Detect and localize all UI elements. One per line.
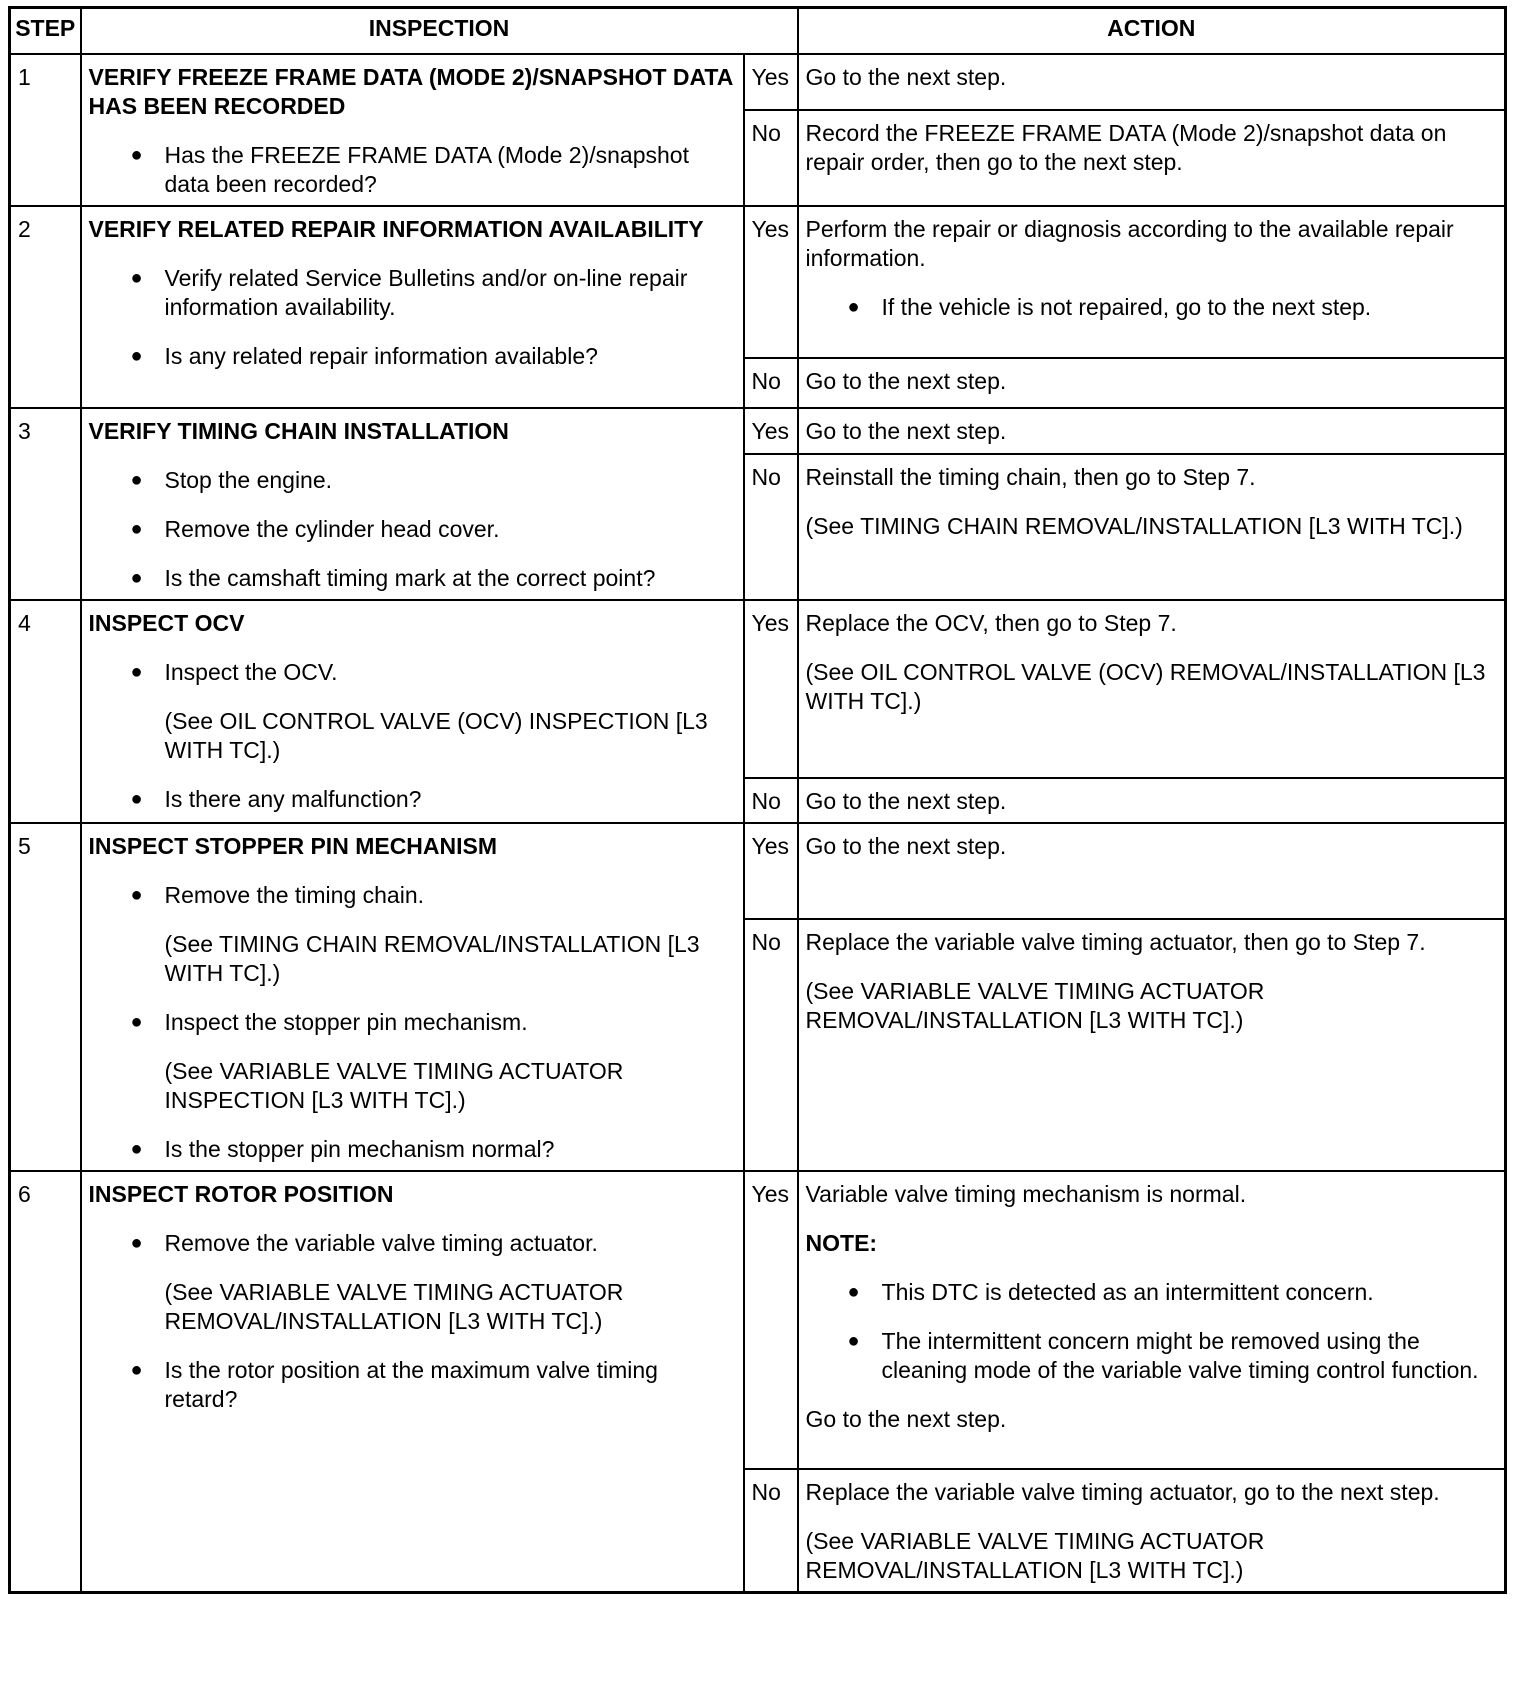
yes-action: Go to the next step. (798, 408, 1506, 454)
yes-label: Yes (744, 408, 798, 454)
inspection-item: ● Verify related Service Bulletins and/or on-line repair information availability. (89, 264, 736, 322)
no-label: No (744, 454, 798, 600)
step-title: INSPECT OCV (88, 610, 245, 636)
step-inspection (81, 206, 744, 408)
inspection-item: ● Stop the engine. (89, 466, 736, 495)
yes-label: Yes (744, 206, 798, 358)
inspection-item: ● Remove the cylinder head cover. (89, 515, 736, 544)
reference-text: (See TIMING CHAIN REMOVAL/INSTALLATION [L3 WITH TC].) (805, 513, 1463, 539)
note-item: ● This DTC is detected as an intermittent concern. (806, 1278, 1498, 1307)
no-action: Go to the next step. (798, 778, 1506, 823)
reference-text: (See VARIABLE VALVE TIMING ACTUATOR REMOVAL/INSTALLATION [L3 WITH TC].) (805, 1528, 1265, 1583)
no-label: No (744, 778, 798, 823)
reference-text: (See VARIABLE VALVE TIMING ACTUATOR INSPECTION [L3 WITH TC].) (164, 1058, 624, 1113)
no-action: Record the FREEZE FRAME DATA (Mode 2)/snapshot data on repair order, then go to the next step. (798, 110, 1506, 206)
reference-text: (See OIL CONTROL VALVE (OCV) REMOVAL/INSTALLATION [L3 WITH TC].) (805, 659, 1486, 714)
step-number: 5 (10, 823, 81, 1171)
reference-text: (See VARIABLE VALVE TIMING ACTUATOR REMOVAL/INSTALLATION [L3 WITH TC].) (164, 1279, 624, 1334)
yes-label: Yes (744, 600, 798, 778)
step-inspection (81, 54, 744, 206)
no-action-text: Reinstall the timing chain, then go to Step 7. (805, 464, 1256, 490)
inspection-item: ● Is there any malfunction? (89, 785, 736, 814)
no-action (798, 454, 1506, 600)
yes-action-end: Go to the next step. (805, 1406, 1007, 1432)
yes-action: Go to the next step. (798, 54, 1506, 110)
no-label: No (744, 358, 798, 408)
step-number: 6 (10, 1171, 81, 1593)
step-inspection (81, 600, 744, 823)
diagnostic-table (8, 6, 1507, 1594)
inspection-item: ● Inspect the stopper pin mechanism. (89, 1008, 736, 1037)
yes-label: Yes (744, 54, 798, 110)
yes-action-text: Perform the repair or diagnosis according to the available repair information. (805, 216, 1454, 271)
yes-action: Go to the next step. (798, 823, 1506, 919)
note-item: ● The intermittent concern might be removed using the cleaning mode of the variable valve timing control function. (806, 1327, 1498, 1385)
no-label: No (744, 919, 798, 1171)
step-6-yes-row (10, 1171, 1506, 1469)
inspection-item: ● Is any related repair information available? (89, 342, 736, 371)
note-label: NOTE: (805, 1230, 878, 1256)
step-title: VERIFY RELATED REPAIR INFORMATION AVAILABILITY (88, 216, 704, 242)
no-action-text: Replace the variable valve timing actuator, go to the next step. (805, 1479, 1440, 1505)
yes-action (798, 1171, 1506, 1469)
no-label: No (744, 1469, 798, 1593)
step-title: VERIFY FREEZE FRAME DATA (MODE 2)/SNAPSHOT DATA HAS BEEN RECORDED (88, 64, 733, 119)
header-step: STEP (10, 8, 81, 55)
step-1-yes-row (10, 54, 1506, 110)
no-action (798, 1469, 1506, 1593)
reference-text: (See TIMING CHAIN REMOVAL/INSTALLATION [L3 WITH TC].) (164, 931, 700, 986)
yes-action (798, 206, 1506, 358)
step-inspection (81, 823, 744, 1171)
header-action: ACTION (798, 8, 1506, 55)
inspection-item: ● Has the FREEZE FRAME DATA (Mode 2)/snapshot data been recorded? (89, 141, 736, 199)
step-inspection (81, 408, 744, 600)
header-inspection: INSPECTION (81, 8, 798, 55)
header-row (10, 8, 1506, 55)
no-action-text: Replace the variable valve timing actuator, then go to Step 7. (805, 929, 1426, 955)
step-number: 1 (10, 54, 81, 206)
step-2-yes-row (10, 206, 1506, 358)
no-action (798, 919, 1506, 1171)
reference-text: (See OIL CONTROL VALVE (OCV) INSPECTION [L3 WITH TC].) (164, 708, 708, 763)
inspection-item: ● Inspect the OCV. (89, 658, 736, 687)
inspection-item: ● Is the stopper pin mechanism normal? (89, 1135, 736, 1164)
inspection-item: ● Remove the variable valve timing actuator. (89, 1229, 736, 1258)
yes-label: Yes (744, 823, 798, 919)
step-3-yes-row (10, 408, 1506, 454)
step-inspection (81, 1171, 744, 1593)
step-title: VERIFY TIMING CHAIN INSTALLATION (88, 418, 509, 444)
yes-action (798, 600, 1506, 778)
yes-label: Yes (744, 1171, 798, 1469)
reference-text: (See VARIABLE VALVE TIMING ACTUATOR REMOVAL/INSTALLATION [L3 WITH TC].) (805, 978, 1265, 1033)
inspection-item: ● Is the rotor position at the maximum valve timing retard? (89, 1356, 736, 1414)
step-number: 4 (10, 600, 81, 823)
no-label: No (744, 110, 798, 206)
no-action: Go to the next step. (798, 358, 1506, 408)
yes-action-text: Replace the OCV, then go to Step 7. (805, 610, 1177, 636)
step-number: 3 (10, 408, 81, 600)
action-item: ● If the vehicle is not repaired, go to the next step. (806, 293, 1498, 322)
inspection-item: ● Remove the timing chain. (89, 881, 736, 910)
yes-action-text: Variable valve timing mechanism is normal. (805, 1181, 1247, 1207)
inspection-item: ● Is the camshaft timing mark at the correct point? (89, 564, 736, 593)
step-number: 2 (10, 206, 81, 408)
step-4-yes-row (10, 600, 1506, 778)
step-title: INSPECT ROTOR POSITION (88, 1181, 394, 1207)
step-5-yes-row (10, 823, 1506, 919)
step-title: INSPECT STOPPER PIN MECHANISM (88, 833, 498, 859)
